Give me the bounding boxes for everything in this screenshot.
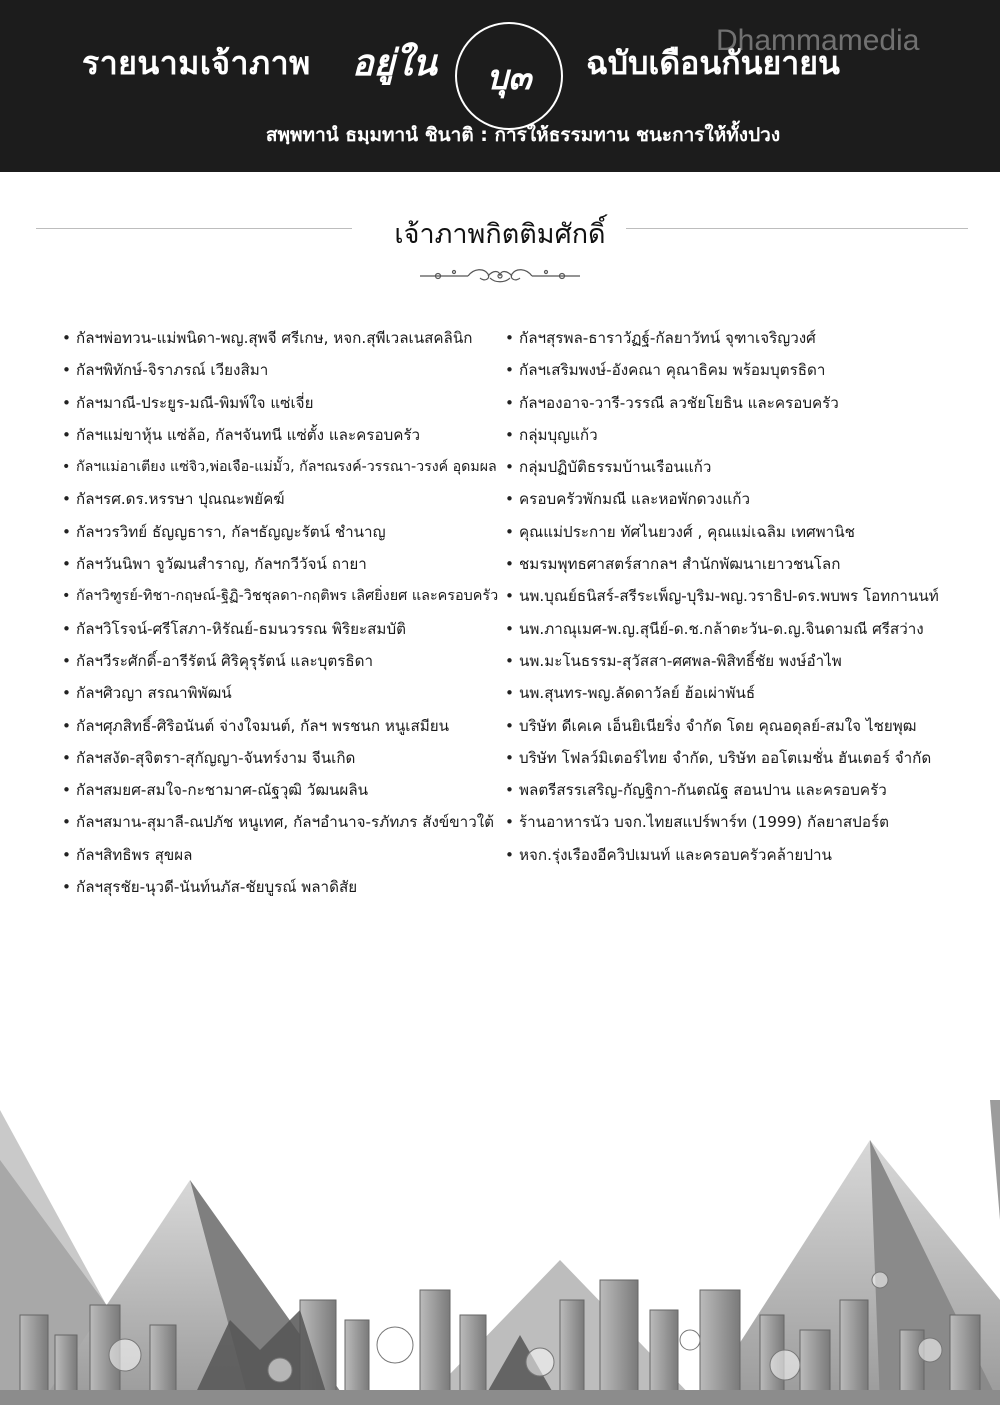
donor-list-item bbox=[505, 839, 985, 871]
donor-list-right bbox=[505, 322, 985, 871]
bullet-icon: • bbox=[505, 458, 514, 477]
donor-name: นพ.มะโนธรรม-สุวัสสา-ศศพล-พิสิทธิ์ชัย พงษ์อำไพ bbox=[519, 651, 842, 670]
donor-name: ครอบครัวพักมณี และหอพักดวงแก้ว bbox=[519, 490, 750, 509]
bullet-icon: • bbox=[62, 651, 71, 670]
bullet-icon: • bbox=[62, 813, 71, 832]
bullet-icon: • bbox=[62, 716, 71, 735]
donor-name: กัลฯวันนิพา จูวัฒนสำราญ, กัลฯกวีวัจน์ ถายา bbox=[76, 555, 367, 574]
donor-list-item bbox=[62, 516, 502, 548]
donor-list-item bbox=[505, 322, 985, 354]
donor-list-item bbox=[505, 419, 985, 451]
donor-name: กัลฯวีระศักดิ์-อารีรัตน์ ศิริคุรุรัตน์ และบุตรธิดา bbox=[76, 651, 374, 670]
issue-logo-text: บุ๓ bbox=[486, 58, 532, 98]
bullet-icon: • bbox=[62, 522, 71, 541]
donor-name: ชมรมพุทธศาสตร์สากลฯ สำนักพัฒนาเยาวชนโลก bbox=[519, 555, 841, 574]
donor-name: กัลฯศิวญา สรณาพิพัฒน์ bbox=[76, 684, 232, 703]
donor-name: พลตรีสรรเสริญ-กัญฐิกา-กันตณัฐ สอนปาน และครอบครัว bbox=[519, 781, 887, 800]
donor-list-item bbox=[505, 806, 985, 838]
donor-name: กัลฯสุรพล-ธาราวัฏฐ์-กัลยาวัทน์ จุฑาเจริญวงศ์ bbox=[519, 329, 816, 347]
donor-name: บริษัท ดีเคเค เอ็นยิเนียริ่ง จำกัด โดย คุณอดุลย์-สมใจ ไชยพุฒ bbox=[519, 716, 917, 735]
donor-list-item bbox=[62, 839, 502, 871]
footer-decorative-illustration bbox=[0, 1100, 1000, 1405]
bullet-icon: • bbox=[62, 329, 71, 347]
header-banner bbox=[0, 0, 1000, 172]
bullet-icon: • bbox=[62, 555, 71, 574]
bullet-icon: • bbox=[505, 845, 514, 864]
donor-list-item bbox=[505, 645, 985, 677]
donor-list-item bbox=[62, 806, 502, 838]
donor-name: กัลฯสุรชัย-นุวดี-นันท์นภัส-ชัยบูรณ์ พลาดิสัย bbox=[76, 878, 358, 897]
bullet-icon: • bbox=[62, 748, 71, 767]
donor-name: กลุ่มปฏิบัติธรรมบ้านเรือนแก้ว bbox=[519, 458, 712, 477]
bullet-icon: • bbox=[505, 522, 514, 541]
donor-list-item bbox=[505, 613, 985, 645]
bullet-icon: • bbox=[505, 781, 514, 800]
donor-name: กัลฯแม่ขาหุ้น แซ่ล้อ, กัลฯจันทนี แซ่ตั้ง และครอบครัว bbox=[76, 425, 421, 444]
bullet-icon: • bbox=[62, 425, 71, 444]
donor-list-item bbox=[62, 483, 502, 515]
donor-name: กัลฯวรวิทย์ ธัญญธารา, กัลฯธัญญะรัตน์ ชำนาญ bbox=[76, 522, 386, 541]
bullet-icon: • bbox=[62, 845, 71, 864]
bullet-icon: • bbox=[505, 619, 514, 638]
issue-logo-circle bbox=[455, 22, 563, 130]
bullet-icon: • bbox=[62, 878, 71, 897]
donor-name: กัลฯวิฑูรย์-ทิชา-กฤษณ์-ฐิฏิ-วิชชุลดา-กฤติพร เลิศยิ่งยศ และครอบครัว bbox=[76, 588, 499, 605]
bullet-icon: • bbox=[62, 781, 71, 800]
bullet-icon: • bbox=[62, 588, 71, 605]
bullet-icon: • bbox=[505, 555, 514, 574]
donor-list-item bbox=[62, 613, 502, 645]
donor-name: กัลฯวิโรจน์-ศรีโสภา-หิรัณย์-ธมนวรรณ พิริยะสมบัติ bbox=[76, 619, 406, 638]
donor-list-item bbox=[505, 354, 985, 386]
donor-name: นพ.สุนทร-พญ.ลัดดาวัลย์ ฮ้อเผ่าพันธ์ bbox=[519, 684, 756, 703]
donor-name: กัลฯเสริมพงษ์-อังคณา คุณาธิคม พร้อมบุตรธิดา bbox=[519, 361, 826, 380]
donor-name: หจก.รุ่งเรืองอีควิปเมนท์ และครอบครัวคล้ายปาน bbox=[519, 845, 832, 864]
bullet-icon: • bbox=[62, 619, 71, 638]
donor-list-item bbox=[62, 419, 502, 451]
donor-name: กัลฯมาณี-ประยูร-มณี-พิมพ์ใจ แซ่เจี่ย bbox=[76, 393, 314, 412]
section-rule-right bbox=[626, 228, 968, 229]
bullet-icon: • bbox=[62, 393, 71, 412]
watermark-text: Dhammamedia bbox=[716, 24, 920, 57]
donor-name: นพ.บุณย์ธนิสร์-สรีระเพ็ญ-บุริม-พญ.วราธิป-ดร.พบพร โอทกานนท์ bbox=[519, 587, 939, 606]
donor-name: กัลฯศุภสิทธิ์-ศิริอนันต์ จ่างใจมนต์, กัลฯ พรชนก หนูเสมียน bbox=[76, 716, 450, 735]
donor-name: คุณแม่ประกาย ทัศไนยวงศ์ , คุณแม่เฉลิม เทศพานิช bbox=[519, 522, 855, 541]
donor-list-item bbox=[505, 387, 985, 419]
donor-list-item bbox=[62, 742, 502, 774]
donor-list-item bbox=[62, 774, 502, 806]
bullet-icon: • bbox=[505, 425, 514, 444]
donor-list-item bbox=[62, 871, 502, 903]
donor-list-item bbox=[505, 483, 985, 515]
bullet-icon: • bbox=[505, 716, 514, 735]
donor-name: กัลฯพิทักษ์-จิราภรณ์ เวียงสิมา bbox=[76, 361, 269, 380]
donor-list-item bbox=[505, 677, 985, 709]
bullet-icon: • bbox=[505, 748, 514, 767]
donor-name: กัลฯสิทธิพร สุขผล bbox=[76, 845, 193, 864]
donor-list-item bbox=[62, 387, 502, 419]
donor-name: นพ.ภาณุเมศ-พ.ญ.สุนีย์-ด.ช.กล้าตะวัน-ด.ญ.จินดามณี ศรีสว่าง bbox=[519, 619, 924, 638]
donor-name: กลุ่มบุญแก้ว bbox=[519, 425, 598, 444]
bullet-icon: • bbox=[505, 393, 514, 412]
donor-name: บริษัท โฟลว์มิเตอร์ไทย จำกัด, บริษัท ออโตเมชั่น ฮันเตอร์ จำกัด bbox=[519, 748, 932, 767]
bullet-icon: • bbox=[505, 329, 514, 347]
donor-list-item bbox=[505, 710, 985, 742]
bullet-icon: • bbox=[505, 361, 514, 380]
donor-list-item bbox=[62, 677, 502, 709]
donor-name: กัลฯสมยศ-สมใจ-กะชามาศ-ณัฐวุฒิ วัฒนผลิน bbox=[76, 781, 369, 800]
section-title: เจ้าภาพกิตติมศักดิ์ bbox=[394, 219, 606, 250]
bullet-icon: • bbox=[62, 684, 71, 703]
bullet-icon: • bbox=[62, 459, 71, 476]
donor-list-item bbox=[62, 451, 502, 483]
donor-name: กัลฯรศ.ดร.หรรษา ปุณณะพยัคฆ์ bbox=[76, 490, 285, 509]
donor-name: กัลฯสงัด-สุจิตรา-สุกัญญา-จันทร์งาม จีนเกิด bbox=[76, 748, 356, 767]
decorative-flourish-icon bbox=[418, 264, 582, 286]
bullet-icon: • bbox=[62, 490, 71, 509]
header-title-left: รายนามเจ้าภาพ bbox=[82, 44, 311, 82]
donor-list-item bbox=[62, 645, 502, 677]
donor-list-item bbox=[62, 710, 502, 742]
donor-list-item bbox=[62, 322, 502, 354]
donor-name: ร้านอาหารนัว บจก.ไทยสแปร์พาร์ท (1999) กัลยาสปอร์ต bbox=[519, 813, 889, 832]
bullet-icon: • bbox=[62, 361, 71, 380]
donor-name: กัลฯองอาจ-วารี-วรรณี ลวชัยโยธิน และครอบครัว bbox=[519, 393, 839, 412]
donor-list-left bbox=[62, 322, 502, 903]
donor-list-item bbox=[505, 451, 985, 483]
header-title-script: อยู่ใน bbox=[352, 42, 437, 84]
donor-list-item bbox=[505, 774, 985, 806]
donor-list-item bbox=[505, 516, 985, 548]
donor-name: กัลฯแม่อาเตียง แซ่จิว,พ่อเจือ-แม่มั้ว, กัลฯณรงค์-วรรณา-วรงค์ อุดมผล bbox=[76, 459, 497, 476]
donor-list-item bbox=[62, 580, 502, 612]
donor-name: กัลฯพ่อทวน-แม่พนิดา-พญ.สุพจี ศรีเกษ, หจก.สุพีเวลเนสคลินิก bbox=[76, 329, 473, 347]
donor-list-item bbox=[62, 548, 502, 580]
header-subtitle: สพฺพทานํ ธมฺมทานํ ชินาติ : การให้ธรรมทาน ชนะการให้ทั้งปวง bbox=[265, 124, 781, 146]
donor-list-item bbox=[505, 742, 985, 774]
donor-list-item bbox=[505, 580, 985, 612]
donor-list-item bbox=[505, 548, 985, 580]
bullet-icon: • bbox=[505, 587, 514, 606]
donor-name: กัลฯสมาน-สุมาลี-ณปภัช หนูเทศ, กัลฯอำนาจ-รภัทภร สังข์ขาวใต้ bbox=[76, 813, 494, 832]
bullet-icon: • bbox=[505, 651, 514, 670]
bullet-icon: • bbox=[505, 490, 514, 509]
header-title-right: ฉบับเดือนกันยายน bbox=[586, 44, 840, 82]
donor-list-item bbox=[62, 354, 502, 386]
bullet-icon: • bbox=[505, 684, 514, 703]
bullet-icon: • bbox=[505, 813, 514, 832]
